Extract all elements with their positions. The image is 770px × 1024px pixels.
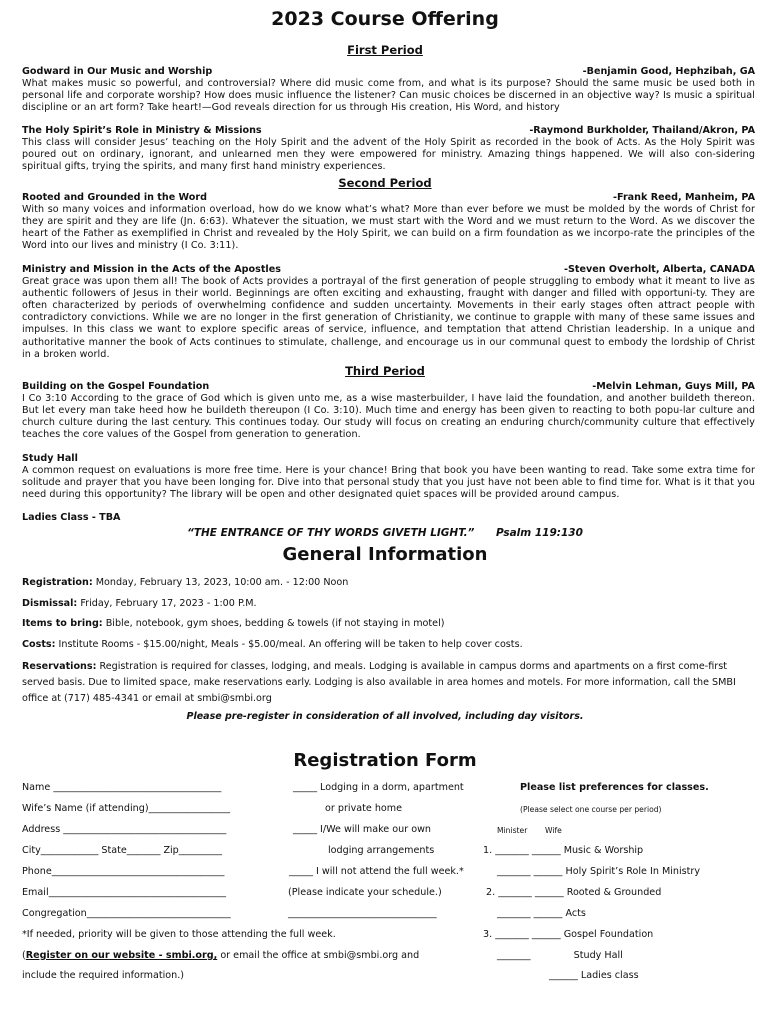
course-gospel-foundation xyxy=(22,381,755,441)
course-description: With so many voices and information overload, how do we know what’s what? More than ever before we must be molded by the words of Christ for they are spirit and they are life (Jn. 6:63). Whatever the situation, we must start with the Word and we must return to the Word. As we discover the heart of the Father as exemplified in Christ and revealed by the Holy Spirit, we can build on a firm foundation as we incorpo-rate the principles of the Word into our lives and ministry (I Co. 3:11). xyxy=(22,204,755,252)
pref-row-rooted-grounded[interactable] xyxy=(486,887,661,898)
register-open-paren: ( xyxy=(22,950,26,961)
course-name: Godward in Our Music and Worship xyxy=(22,66,213,77)
column-wife: Wife xyxy=(545,826,562,835)
field-congregation[interactable]: Congregation______________________________ xyxy=(22,908,231,919)
course-name: Ladies Class - TBA xyxy=(22,512,121,523)
course-name: Study Hall xyxy=(22,453,78,464)
pref-label: Acts xyxy=(565,908,586,919)
field-name[interactable]: Name ___________________________________ xyxy=(22,782,222,793)
info-items xyxy=(22,617,755,631)
info-text: Friday, February 17, 2023 - 1:00 P.M. xyxy=(77,598,257,609)
pref-blanks[interactable]: _______ ______ xyxy=(495,845,561,856)
option-own-lodging[interactable]: _____ I/We will make our own xyxy=(293,824,431,835)
course-study-hall xyxy=(22,453,755,501)
course-description: Great grace was upon them all! The book of Acts provides a portrayal of the first generation of people struggling to embody what it meant to live as authentic followers of Jesus in their world. Beginnings are often exciting and exhausting, fraught with danger and filled with opportuni-ty. They are often characterized by periods of overwhelming confidence and sudden uncertainty. Movements in their early stages often attract people with contradictory convictions. While we are no longer in the first generation of Christianity, we continue to grapple with many of these same issues and impulses. In this class we want to explore specific areas of service, influence, and temptation that attend Christian leadership. In a unique and authoritative manner the book of Acts continues to stimulate, challenge, and encourage us in our communal quest to embody the lordship of Christ in a broken world. xyxy=(22,276,755,360)
course-description: What makes music so powerful, and controversial? Where did music come from, and what is its purpose? Should the same music be used both in personal life and corporate worship? How does music influence the listener? Can music choices be discerned in an objective way? Is music a spiritual discipline or an art form? Take heart!—God reveals direction for us through His creation, His Word, and history xyxy=(22,78,755,114)
option-partial-week[interactable]: _____ I will not attend the full week.* xyxy=(289,866,464,877)
info-label: Costs: xyxy=(22,639,56,650)
course-instructor: -Steven Overholt, Alberta, CANADA xyxy=(563,264,755,275)
info-label: Dismissal: xyxy=(22,598,78,609)
schedule-field[interactable]: _______________________________ xyxy=(288,908,437,919)
option-lodging-dorm-cont: or private home xyxy=(325,803,403,814)
course-instructor: -Raymond Burkholder, Thailand/Akron, PA xyxy=(529,125,755,136)
info-label: Registration: xyxy=(22,577,93,588)
course-instructor: -Melvin Lehman, Guys Mill, PA xyxy=(592,381,755,392)
course-acts xyxy=(22,264,755,361)
course-instructor: -Benjamin Good, Hephzibah, GA xyxy=(582,66,755,77)
pref-label: Rooted & Grounded xyxy=(566,887,662,898)
option-lodging-dorm[interactable]: _____ Lodging in a dorm, apartment xyxy=(293,782,464,793)
register-instruction xyxy=(22,950,419,961)
info-text: Institute Rooms - $15.00/night, Meals - $5.00/meal. An offering will be taken to help cover costs. xyxy=(55,639,523,650)
register-website-link[interactable]: Register on our website - smbi.org, xyxy=(25,950,218,961)
info-label: Items to bring: xyxy=(22,618,103,629)
pref-row-holy-spirit[interactable] xyxy=(497,866,700,877)
quote-text: “THE ENTRANCE OF THY WORDS GIVETH LIGHT.” xyxy=(187,527,475,539)
info-label: Reservations: xyxy=(22,661,97,672)
info-text: Bible, notebook, gym shoes, bedding & towels (if not staying in motel) xyxy=(102,618,445,629)
course-holy-spirit xyxy=(22,125,755,173)
period-heading-second: Second Period xyxy=(338,176,432,190)
field-email[interactable]: Email_____________________________________ xyxy=(22,887,227,898)
preferences-heading: Please list preferences for classes. xyxy=(520,782,709,793)
document-title: 2023 Course Offering xyxy=(271,8,499,30)
pref-label: Study Hall xyxy=(573,950,623,961)
schedule-instruction: (Please indicate your schedule.) xyxy=(288,887,442,898)
pref-blanks[interactable]: _______ ______ xyxy=(498,887,564,898)
pref-blanks[interactable]: _______ ______ xyxy=(497,908,563,919)
field-phone[interactable]: Phone____________________________________ xyxy=(22,866,225,877)
info-text: Registration is required for classes, lodging, and meals. Lodging is available in campus dorms and apartments on a first come-first served basis. Due to limited space, make reservations early. Lodging is also available in area homes and motels. For more information, call the SMBI office at (717) 485-4341 or email at smbi@smbi.org xyxy=(22,661,736,704)
pref-number: 2. xyxy=(486,887,496,898)
pref-number: 1. xyxy=(483,845,493,856)
info-reservations xyxy=(22,659,755,707)
info-registration xyxy=(22,576,755,590)
pref-label: Music & Worship xyxy=(563,845,644,856)
pref-row-music-worship[interactable] xyxy=(483,845,643,856)
course-rooted-grounded xyxy=(22,192,755,252)
scripture-quote xyxy=(0,527,770,539)
pref-row-study-hall[interactable] xyxy=(497,950,623,961)
general-info-heading: General Information xyxy=(282,544,488,565)
field-city-state-zip[interactable]: City____________ State_______ Zip_________ xyxy=(22,845,222,856)
course-name: Ministry and Mission in the Acts of the Apostles xyxy=(22,264,281,275)
pref-blanks[interactable]: _______ ______ xyxy=(497,866,563,877)
info-dismissal xyxy=(22,597,755,611)
pref-row-acts[interactable] xyxy=(497,908,586,919)
preferences-subheading: (Please select one course per period) xyxy=(520,805,662,814)
info-text: Monday, February 13, 2023, 10:00 am. - 12:00 Noon xyxy=(92,577,349,588)
pref-number: 3. xyxy=(483,929,493,940)
column-minister: Minister xyxy=(497,826,528,835)
period-heading-first: First Period xyxy=(347,43,423,57)
pref-row-ladies-class[interactable] xyxy=(549,970,639,981)
pref-label: Holy Spirit’s Role In Ministry xyxy=(565,866,701,877)
course-music-worship xyxy=(22,66,755,114)
registration-form-heading: Registration Form xyxy=(293,750,477,771)
preregister-note: Please pre-register in consideration of all involved, including day visitors. xyxy=(186,711,584,722)
priority-note: *If needed, priority will be given to those attending the full week. xyxy=(22,929,336,940)
pref-blanks[interactable]: _______ ______ xyxy=(495,929,561,940)
pref-row-gospel-foundation[interactable] xyxy=(483,929,653,940)
course-name: The Holy Spirit’s Role in Ministry & Missions xyxy=(22,125,262,136)
quote-reference: Psalm 119:130 xyxy=(496,527,583,539)
pref-label: Ladies class xyxy=(580,970,639,981)
course-name: Building on the Gospel Foundation xyxy=(22,381,210,392)
register-instruction-line2: include the required information.) xyxy=(22,970,185,981)
register-rest: or email the office at smbi@smbi.org and xyxy=(217,950,420,961)
field-address[interactable]: Address __________________________________ xyxy=(22,824,227,835)
course-description: This class will consider Jesus’ teaching on the Holy Spirit and the advent of the Holy Spirit as recorded in the book of Acts. As the Holy Spirit was poured out on ordinary, ignorant, and unlearned men they were empowered for ministry. Amazing things happened. We will also con-sidering spiritual gifts, trying the spirits, and many first hand ministry experiences. xyxy=(22,137,755,173)
course-description: I Co 3:10 According to the grace of God which is given unto me, as a wise masterbuilder, I have laid the foundation, and another buildeth thereon. But let every man take heed how he buildeth thereupon (I Co. 3:10). Much time and energy has been given to reacting to both popu-lar culture and church culture during the last century. This continues today. Our study will focus on creating an enduring church/community culture that effectively teaches the core values of the Gospel from generation to generation. xyxy=(22,393,755,441)
field-wife-name[interactable]: Wife’s Name (if attending)_________________ xyxy=(22,803,231,814)
info-costs xyxy=(22,638,755,652)
option-own-lodging-cont: lodging arrangements xyxy=(328,845,435,856)
pref-label: Gospel Foundation xyxy=(563,929,654,940)
course-ladies-class xyxy=(22,512,755,524)
course-description: A common request on evaluations is more free time. Here is your chance! Bring that book you have been wanting to read. Take some extra time for solitude and prayer that you have been longing for. Dive into that personal study that you just have not been able to find time for. What is it that you need during this opportunity? The library will be open and other designated quiet spaces will be provided around campus. xyxy=(22,465,755,501)
pref-blanks[interactable]: _______ xyxy=(497,950,531,961)
course-name: Rooted and Grounded in the Word xyxy=(22,192,207,203)
period-heading-third: Third Period xyxy=(345,364,425,378)
pref-blanks[interactable]: ______ xyxy=(549,970,578,981)
course-instructor: -Frank Reed, Manheim, PA xyxy=(613,192,755,203)
